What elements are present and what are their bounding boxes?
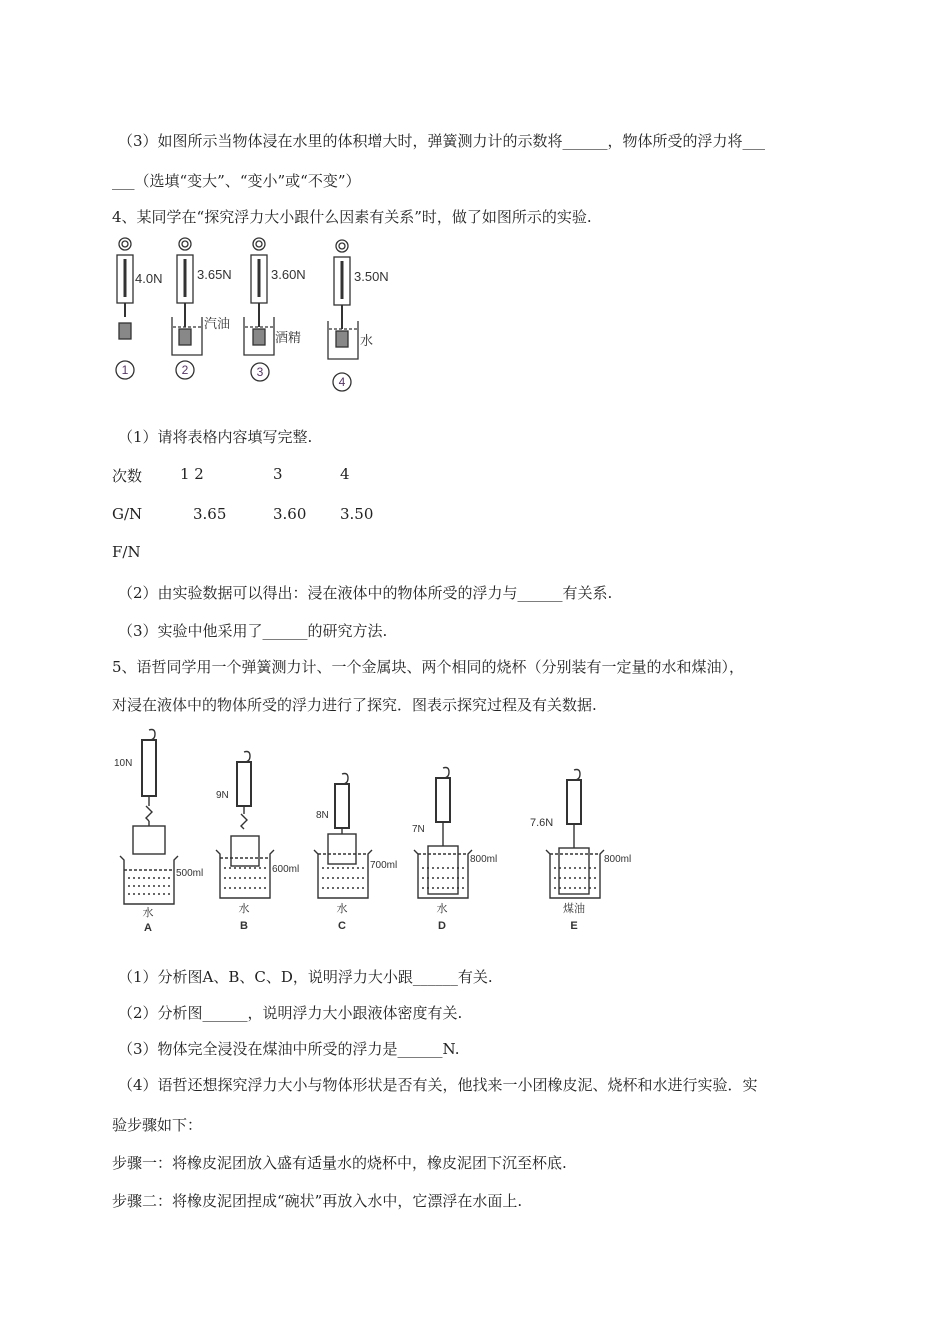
q4-circle-4: 4 — [338, 375, 346, 389]
q5-reading-e: 7.6N — [530, 817, 554, 829]
q5-reading-c: 8N — [316, 810, 329, 821]
q4-reading-1: 4.0N — [135, 271, 163, 286]
q5-liquid-a: 水 — [142, 907, 154, 919]
q4-table-row1-label: 次数 — [112, 467, 143, 485]
q4-circle-3: 3 — [256, 365, 264, 379]
q5-label-a: A — [144, 922, 152, 934]
q5-figure — [110, 728, 650, 938]
q4-part1: （1）请将表格内容填写完整. — [118, 428, 313, 446]
q5-beaker-c — [314, 774, 372, 899]
q5-beaker-b — [216, 752, 274, 899]
q5-step1: 步骤一：将橡皮泥团放入盛有适量水的烧杯中，橡皮泥团下沉至杯底. — [112, 1154, 567, 1172]
q5-volume-b: 600ml — [272, 864, 300, 875]
q5-step2: 步骤二：将橡皮泥团捏成“碗状”再放入水中，它漂浮在水面上. — [112, 1192, 523, 1210]
q4-liquid-3: 水 — [360, 333, 374, 348]
q4-part2: （2）由实验数据可以得出：浸在液体中的物体所受的浮力与______有关系. — [118, 584, 613, 602]
q5-label-c: C — [338, 920, 346, 932]
q3-part3-line1: （3）如图所示当物体浸在水里的体积增大时，弹簧测力计的示数将______，物体所受的浮力将___ — [118, 132, 766, 150]
q4-liquid-1: 汽油 — [204, 316, 231, 331]
q5-liquid-e: 煤油 — [563, 903, 585, 915]
q4-apparatus-3 — [244, 238, 274, 381]
q5-volume-d: 800ml — [470, 854, 498, 865]
q5-volume-e: 800ml — [604, 854, 632, 865]
q5-liquid-c: 水 — [336, 903, 348, 915]
q4-table-cell: 4 — [340, 465, 350, 483]
q4-table-row2-label: G/N — [112, 505, 143, 523]
q4-reading-2: 3.65N — [197, 267, 232, 282]
q5-label-b: B — [240, 920, 248, 932]
q5-stem-line1: 5、语哲同学用一个弹簧测力计、一个金属块、两个相同的烧杯（分别装有一定量的水和煤油）， — [112, 658, 745, 676]
q5-label-d: D — [438, 920, 446, 932]
q4-table-cell: 1 2 — [180, 465, 204, 483]
q4-apparatus-4 — [328, 240, 358, 391]
q3-part3-line2: ___（选填“变大”、“变小”或“不变”） — [112, 172, 361, 190]
q4-table-cell: 3.65 — [193, 505, 227, 523]
q5-stem-line2: 对浸在液体中的物体所受的浮力进行了探究．图表示探究过程及有关数据. — [112, 696, 597, 714]
q4-table-cell: 3.50 — [340, 505, 374, 523]
q4-table-cell: 3.60 — [273, 505, 307, 523]
q5-liquid-d: 水 — [436, 903, 448, 915]
q4-apparatus-1 — [116, 238, 134, 379]
q5-part1: （1）分析图A、B、C、D，说明浮力大小跟______有关. — [118, 968, 493, 986]
q4-table-cell: 3 — [273, 465, 283, 483]
q5-reading-b: 9N — [216, 790, 229, 801]
q5-part3: （3）物体完全浸没在煤油中所受的浮力是______N. — [118, 1040, 460, 1058]
q5-reading-a: 10N — [114, 758, 133, 769]
q4-table-row3-label: F/N — [112, 543, 141, 561]
q5-part4-line2: 验步骤如下： — [112, 1116, 203, 1134]
q4-circle-2: 2 — [181, 363, 189, 377]
q5-beaker-e — [546, 770, 604, 899]
q4-stem: 4、某同学在“探究浮力大小跟什么因素有关系”时，做了如图所示的实验. — [112, 208, 592, 226]
q5-volume-c: 700ml — [370, 860, 398, 871]
q4-figure — [110, 235, 410, 395]
q4-reading-4: 3.50N — [354, 269, 389, 284]
q5-label-e: E — [570, 920, 578, 932]
q4-liquid-2: 酒精 — [275, 330, 302, 345]
q4-part3: （3）实验中他采用了______的研究方法. — [118, 622, 388, 640]
q5-liquid-b: 水 — [238, 903, 250, 915]
q4-apparatus-2 — [172, 238, 202, 379]
q5-part4-line1: （4）语哲还想探究浮力大小与物体形状是否有关，他找来一小团橡皮泥、烧杯和水进行实验．实 — [118, 1076, 758, 1094]
q4-circle-1: 1 — [121, 363, 129, 377]
q5-volume-a: 500ml — [176, 868, 204, 879]
q5-reading-d: 7N — [412, 824, 425, 835]
q5-part2: （2）分析图______，说明浮力大小跟液体密度有关. — [118, 1004, 463, 1022]
q4-reading-3: 3.60N — [271, 267, 306, 282]
q5-beaker-a — [120, 730, 178, 905]
